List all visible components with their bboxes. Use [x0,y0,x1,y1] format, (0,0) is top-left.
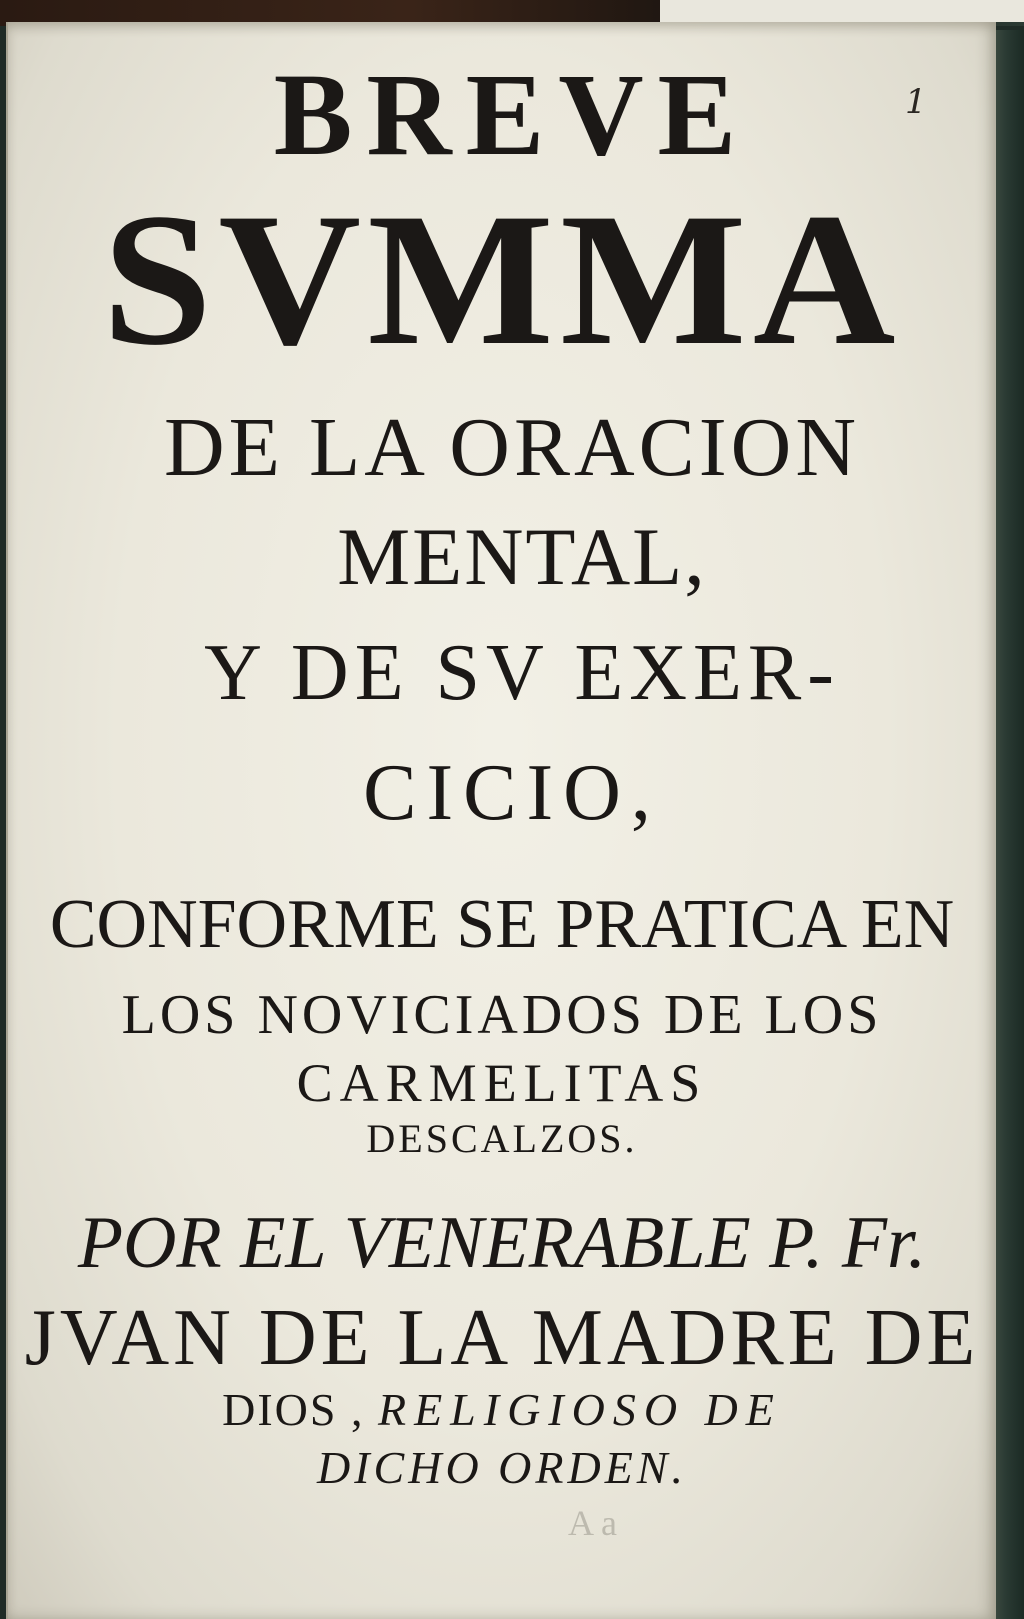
title-breve: BREVE [273,49,751,180]
subtitle-noviciados: LOS NOVICIADOS DE LOS [121,984,883,1046]
signature-mark: A a [568,1503,617,1543]
title-mental: MENTAL, [337,511,707,602]
author-dios: DIOS , [222,1384,365,1435]
subtitle-descalzos: DESCALZOS. [366,1116,638,1161]
author-dios-religioso [8,1382,996,1438]
title-y-de-su-exer: Y DE SV EXER- [204,629,840,717]
title-page [6,22,996,1619]
author-por-el-venerable: POR EL VENERABLE P. Fr. [77,1202,927,1284]
paper-tab [660,0,1024,22]
title-de-la-oracion: DE LA ORACION [164,401,860,494]
author-name: JVAN DE LA MADRE DE [24,1294,980,1382]
author-dicho-orden: DICHO ORDEN. [317,1442,687,1493]
subtitle-carmelitas: CARMELITAS [296,1053,708,1113]
title-cicio: CICIO, [363,749,661,837]
title-summa: SVMMA [102,175,902,385]
author-religioso: RELIGIOSO DE [377,1384,782,1435]
folio-number: 1 [905,82,927,122]
subtitle-conforme: CONFORME SE PRATICA EN [49,886,955,963]
